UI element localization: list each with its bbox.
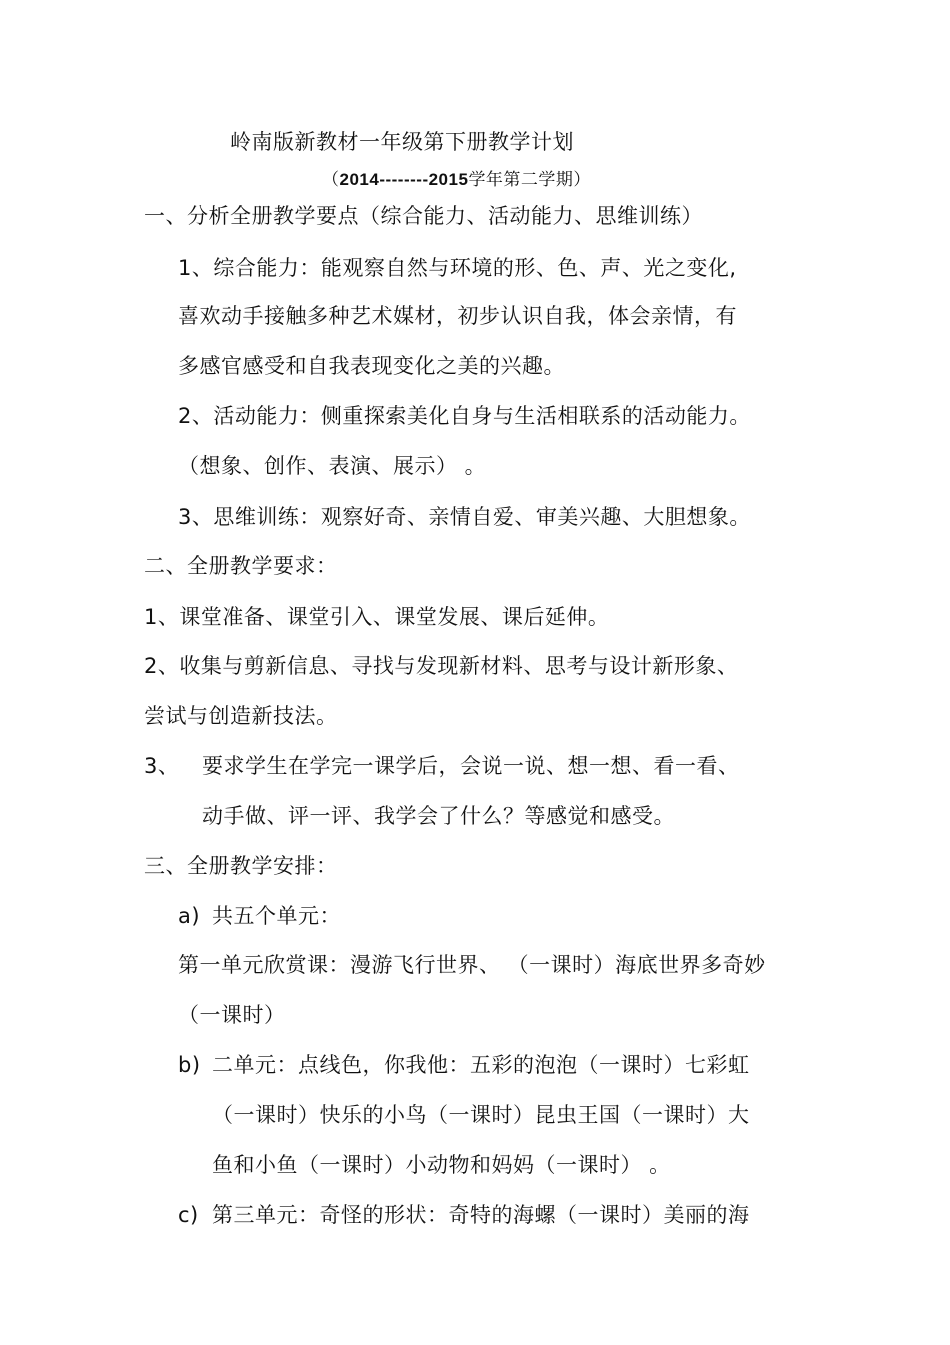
unit-2-line-3: 鱼和小鱼（一课时）小动物和妈妈（一课时） 。	[212, 1153, 671, 1177]
subtitle-rest: 学年第二学期）	[468, 170, 591, 190]
subtitle-open: （	[322, 170, 340, 190]
section-1-item-2-line-2: （想象、创作、表演、展示） 。	[178, 454, 487, 478]
section-1-item-1-line-3: 多感官感受和自我表现变化之美的兴趣。	[178, 354, 565, 378]
section-2-item-2-line-1: 2、收集与剪新信息、寻找与发现新材料、思考与设计新形象、	[144, 654, 739, 678]
section-3-item-a: 共五个单元：	[212, 904, 341, 928]
section-2-item-3-line-1: 要求学生在学完一课学后，会说一说、想一想、看一看、	[202, 754, 740, 778]
section-2-item-3-number: 3、	[144, 754, 180, 778]
section-2-item-3-line-2: 动手做、评一评、我学会了什么？等感觉和感受。	[202, 804, 675, 828]
section-1-item-3: 3、思维训练：观察好奇、亲情自爱、审美兴趣、大胆想象。	[178, 505, 751, 529]
section-1-item-2-line-1: 2、活动能力：侧重探索美化自身与生活相联系的活动能力。	[178, 404, 751, 428]
unit-1-line-1: 第一单元欣赏课：漫游飞行世界、 （一课时）海底世界多奇妙	[178, 953, 766, 977]
section-2-item-1: 1、课堂准备、课堂引入、课堂发展、课后延伸。	[144, 605, 610, 629]
list-marker-b: b)	[178, 1053, 201, 1077]
unit-1-line-2: （一课时）	[178, 1003, 286, 1027]
section-2-heading: 二、全册教学要求：	[144, 554, 338, 578]
unit-3-line-1: 第三单元：奇怪的形状：奇特的海螺（一课时）美丽的海	[212, 1203, 750, 1227]
section-1-heading: 一、分析全册教学要点（综合能力、活动能力、思维训练）	[144, 204, 703, 228]
section-3-heading: 三、全册教学安排：	[144, 854, 338, 878]
subtitle-years: 2014--------2015	[339, 170, 469, 189]
page-subtitle	[322, 168, 591, 192]
section-1-item-1-line-2: 喜欢动手接触多种艺术媒材，初步认识自我，体会亲情，有	[178, 304, 737, 328]
section-1-item-1-line-1: 1、综合能力：能观察自然与环境的形、色、声、光之变化,	[178, 256, 737, 280]
page-title: 岭南版新教材一年级第下册教学计划	[230, 130, 574, 154]
section-2-item-2-line-2: 尝试与创造新技法。	[144, 704, 338, 728]
unit-2-line-2: （一课时）快乐的小鸟（一课时）昆虫王国（一课时）大	[212, 1103, 750, 1127]
unit-2-line-1: 二单元：点线色，你我他：五彩的泡泡（一课时）七彩虹	[212, 1053, 750, 1077]
list-marker-c: c)	[178, 1203, 199, 1227]
list-marker-a: a)	[178, 904, 201, 928]
